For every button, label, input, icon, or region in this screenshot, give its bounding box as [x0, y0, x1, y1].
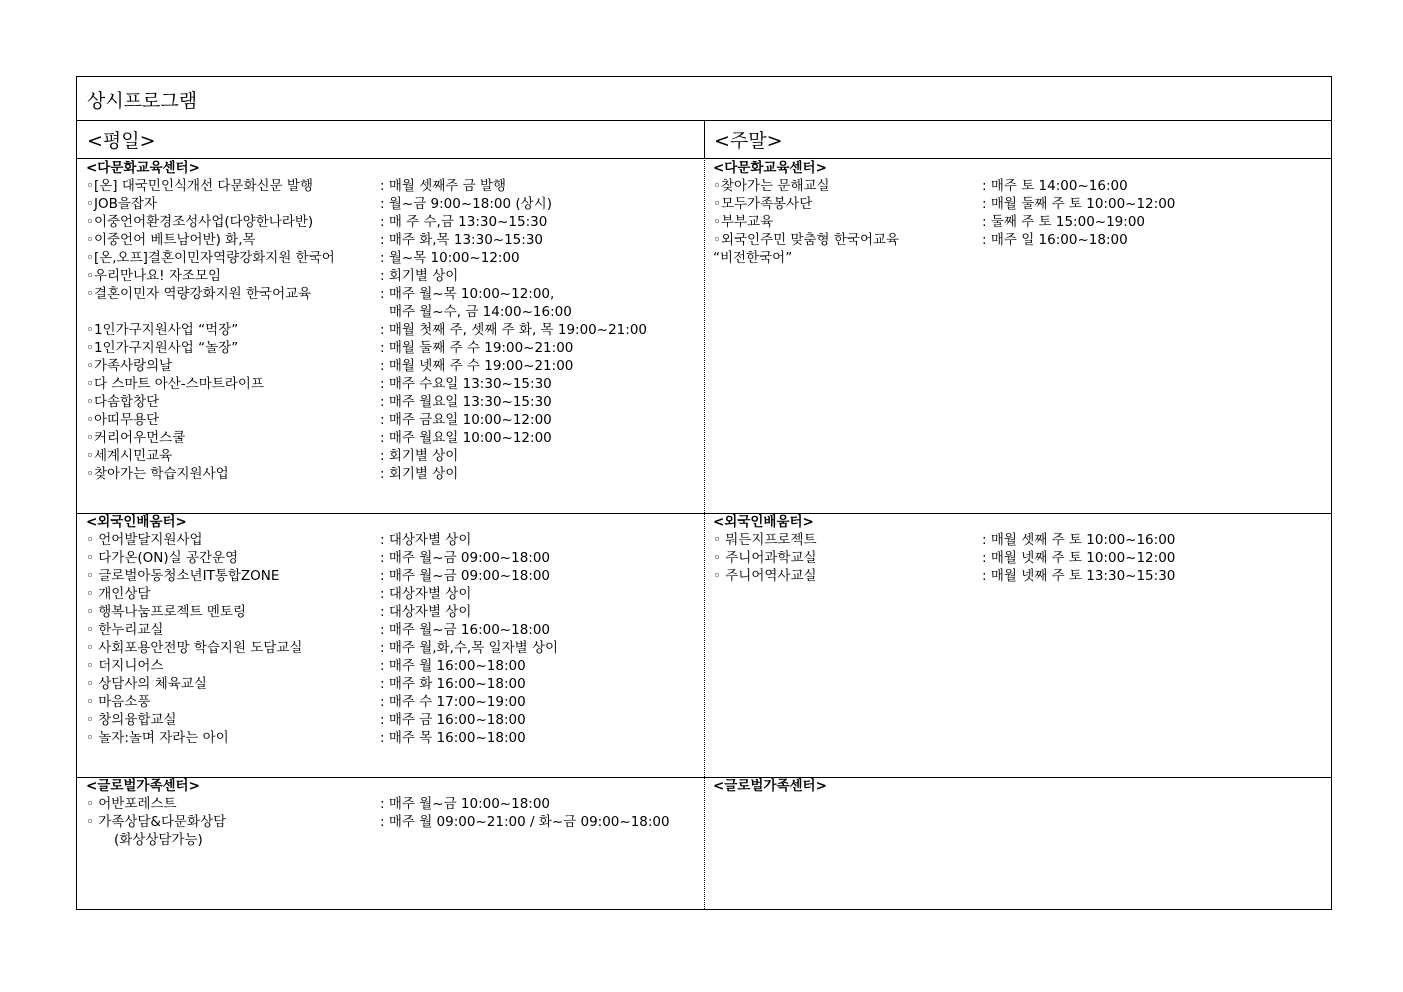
- page-title: 상시프로그램: [87, 90, 198, 112]
- program-name: ◦모두가족봉사단: [713, 196, 813, 212]
- program-item: [86, 675, 526, 693]
- program-name: ◦다솜합창단: [86, 394, 160, 410]
- program-schedule: : 회기별 상이: [380, 268, 459, 284]
- program-schedule: : 회기별 상이: [380, 466, 459, 482]
- column-divider-dotted: [704, 158, 705, 909]
- program-schedule: : 월~금 9:00~18:00 (상시): [380, 196, 552, 212]
- program-schedule: : 매주 월요일 13:30~15:30: [380, 394, 552, 410]
- program-name: ◦ 글로벌아동청소년IT통합ZONE: [86, 568, 280, 584]
- program-item: [86, 249, 520, 267]
- section-header: <외국인배움터>: [86, 514, 187, 530]
- program-name: ◦세계시민교육: [86, 448, 173, 464]
- program-item: [86, 603, 472, 621]
- multicultural-weekday-section: [86, 159, 647, 483]
- program-item: [713, 549, 1176, 567]
- program-name: ◦1인가구지원사업 “놀장”: [86, 340, 239, 356]
- program-name: ◦찾아가는 문해교실: [713, 178, 830, 194]
- program-item: [713, 213, 1145, 231]
- program-schedule: : 매월 셋째 주 토 10:00~16:00: [982, 532, 1176, 548]
- weekend-header: <주말>: [714, 130, 783, 152]
- program-schedule: : 매주 목 16:00~18:00: [380, 730, 526, 746]
- program-item: [86, 393, 552, 411]
- program-item: [713, 195, 1176, 213]
- program-name: ◦ 언어발달지원사업: [86, 532, 203, 548]
- program-item: [86, 465, 459, 483]
- program-schedule: : 회기별 상이: [380, 448, 459, 464]
- program-name: ◦1인가구지원사업 “먹장”: [86, 322, 239, 338]
- global-weekend-section: [713, 777, 827, 795]
- program-schedule: : 매주 월,화,수,목 일자별 상이: [380, 640, 559, 656]
- program-schedule: : 매월 넷째 주 토 10:00~12:00: [982, 550, 1176, 566]
- program-item: [86, 729, 526, 747]
- program-schedule: : 매주 월~금 16:00~18:00: [380, 622, 551, 638]
- section-divider: [77, 777, 1331, 778]
- program-name: ◦[온,오프]결혼이민자역량강화지원 한국어: [86, 250, 335, 266]
- program-name: ◦아띠무용단: [86, 412, 160, 428]
- foreigner-weekend-section: [713, 513, 1176, 585]
- program-item: [713, 249, 827, 267]
- program-name: ◦ 가족상담&다문화상담: [86, 814, 227, 830]
- program-name: ◦ 창의융합교실: [86, 712, 177, 728]
- program-item: [86, 231, 543, 249]
- program-schedule: : 매주 월~목 10:00~12:00,: [380, 286, 555, 302]
- program-schedule: : 대상자별 상이: [380, 532, 472, 548]
- program-schedule: : 매주 수 17:00~19:00: [380, 694, 526, 710]
- program-name: ◦ 사회포용안전망 학습지원 도담교실: [86, 640, 303, 656]
- program-schedule: : 매월 첫째 주, 셋째 주 화, 목 19:00~21:00: [380, 322, 647, 338]
- program-name: ◦ 더지니어스: [86, 658, 164, 674]
- program-name: ◦ 한누리교실: [86, 622, 164, 638]
- program-name: ◦우리만나요! 자조모임: [86, 268, 222, 284]
- program-schedule: : 매주 금요일 10:00~12:00: [380, 412, 552, 428]
- program-schedule: : 매주 월~금 09:00~18:00: [380, 550, 551, 566]
- section-header: <다문화교육센터>: [86, 160, 200, 176]
- program-schedule: : 매주 수요일 13:30~15:30: [380, 376, 552, 392]
- foreigner-weekday-section: [86, 513, 559, 747]
- program-schedule: : 매주 월~금 09:00~18:00: [380, 568, 551, 584]
- program-name: ◦ 놀자:놀며 자라는 아이: [86, 730, 229, 746]
- program-name: ◦다 스마트 아산-스마트라이프: [86, 376, 264, 392]
- program-name: ◦ 주니어과학교실: [713, 550, 817, 566]
- program-item: [86, 831, 203, 849]
- program-item: [86, 657, 526, 675]
- program-name: ◦JOB을잡자: [86, 196, 157, 212]
- program-item: [86, 339, 574, 357]
- program-schedule: : 매주 토 14:00~16:00: [982, 178, 1128, 194]
- program-schedule: : 매월 넷째 주 토 13:30~15:30: [982, 568, 1176, 584]
- program-item: [86, 585, 472, 603]
- program-item: [86, 447, 459, 465]
- program-item: [86, 567, 551, 585]
- program-schedule: : 매월 셋째주 금 발행: [380, 178, 507, 194]
- program-item: [86, 357, 574, 375]
- program-name: (화상상담가능): [114, 832, 203, 848]
- program-schedule: : 매주 월 16:00~18:00: [380, 658, 526, 674]
- weekday-header: <평일>: [87, 130, 156, 152]
- program-name: “비전한국어”: [713, 250, 793, 266]
- program-item: [86, 285, 572, 321]
- program-item: [86, 621, 551, 639]
- program-name: ◦ 뭐든지프로젝트: [713, 532, 817, 548]
- program-item: [86, 411, 552, 429]
- program-schedule: : 매주 금 16:00~18:00: [380, 712, 526, 728]
- program-schedule: : 매 주 수,금 13:30~15:30: [380, 214, 548, 230]
- program-item: [86, 213, 548, 231]
- program-schedule: : 매주 화 16:00~18:00: [380, 676, 526, 692]
- program-name: ◦ 어반포레스트: [86, 796, 177, 812]
- program-name: ◦찾아가는 학습지원사업: [86, 466, 229, 482]
- program-item: [713, 177, 1128, 195]
- section-divider: [77, 513, 1331, 514]
- program-schedule: : 매주 월 09:00~21:00 / 화~금 09:00~18:00: [380, 814, 670, 830]
- program-item: [713, 531, 1176, 549]
- program-name: ◦ 주니어역사교실: [713, 568, 817, 584]
- program-item: [86, 177, 507, 195]
- global-weekday-section: [86, 777, 670, 849]
- program-name: ◦결혼이민자 역량강화지원 한국어교육: [86, 286, 312, 302]
- program-schedule: : 매월 둘째 주 토 10:00~12:00: [982, 196, 1176, 212]
- program-item: [86, 639, 559, 657]
- multicultural-weekend-section: [713, 159, 1176, 267]
- program-item: [86, 693, 526, 711]
- program-schedule-continued: 매주 월~수, 금 14:00~16:00: [389, 304, 572, 320]
- program-name: ◦ 다가온(ON)실 공간운영: [86, 550, 239, 566]
- program-name: ◦ 행복나눔프로젝트 멘토링: [86, 604, 246, 620]
- program-schedule: : 월~목 10:00~12:00: [380, 250, 520, 266]
- program-name: ◦ 개인상담: [86, 586, 151, 602]
- program-item: [86, 813, 670, 831]
- section-header: <외국인배움터>: [713, 514, 814, 530]
- program-item: [86, 375, 552, 393]
- program-item: [713, 567, 1176, 585]
- program-item: [86, 549, 551, 567]
- program-name: ◦ 마음소풍: [86, 694, 151, 710]
- program-table: [76, 76, 1332, 910]
- program-schedule: : 매월 넷째 주 수 19:00~21:00: [380, 358, 574, 374]
- program-item: [86, 321, 647, 339]
- program-name: ◦[온] 대국민인식개선 다문화신문 발행: [86, 178, 313, 194]
- program-schedule: : 매월 둘째 주 수 19:00~21:00: [380, 340, 574, 356]
- program-item: [86, 795, 551, 813]
- section-header: <글로벌가족센터>: [713, 778, 827, 794]
- program-schedule: : 매주 일 16:00~18:00: [982, 232, 1128, 248]
- program-item: [86, 429, 552, 447]
- program-name: ◦ 상담사의 체육교실: [86, 676, 207, 692]
- section-header: <다문화교육센터>: [713, 160, 827, 176]
- program-name: ◦부부교육: [713, 214, 774, 230]
- program-schedule: : 매주 월요일 10:00~12:00: [380, 430, 552, 446]
- program-schedule: : 매주 화,목 13:30~15:30: [380, 232, 543, 248]
- program-schedule: : 대상자별 상이: [380, 586, 472, 602]
- program-item: [86, 711, 526, 729]
- program-schedule: : 대상자별 상이: [380, 604, 472, 620]
- column-divider: [704, 120, 705, 158]
- program-item: [86, 267, 459, 285]
- program-schedule: : 둘째 주 토 15:00~19:00: [982, 214, 1145, 230]
- program-name: ◦이중언어 베트남어반) 화,목: [86, 232, 256, 248]
- program-schedule: : 매주 월~금 10:00~18:00: [380, 796, 551, 812]
- program-name: ◦이중언어환경조성사업(다양한나라반): [86, 214, 314, 230]
- program-item: [86, 195, 552, 213]
- program-item: [86, 531, 472, 549]
- program-name: ◦커리어우먼스쿨: [86, 430, 186, 446]
- title-row: [77, 77, 1331, 121]
- program-item: [713, 231, 1128, 249]
- section-header: <글로벌가족센터>: [86, 778, 200, 794]
- program-name: ◦외국인주민 맞춤형 한국어교육: [713, 232, 900, 248]
- program-name: ◦가족사랑의날: [86, 358, 173, 374]
